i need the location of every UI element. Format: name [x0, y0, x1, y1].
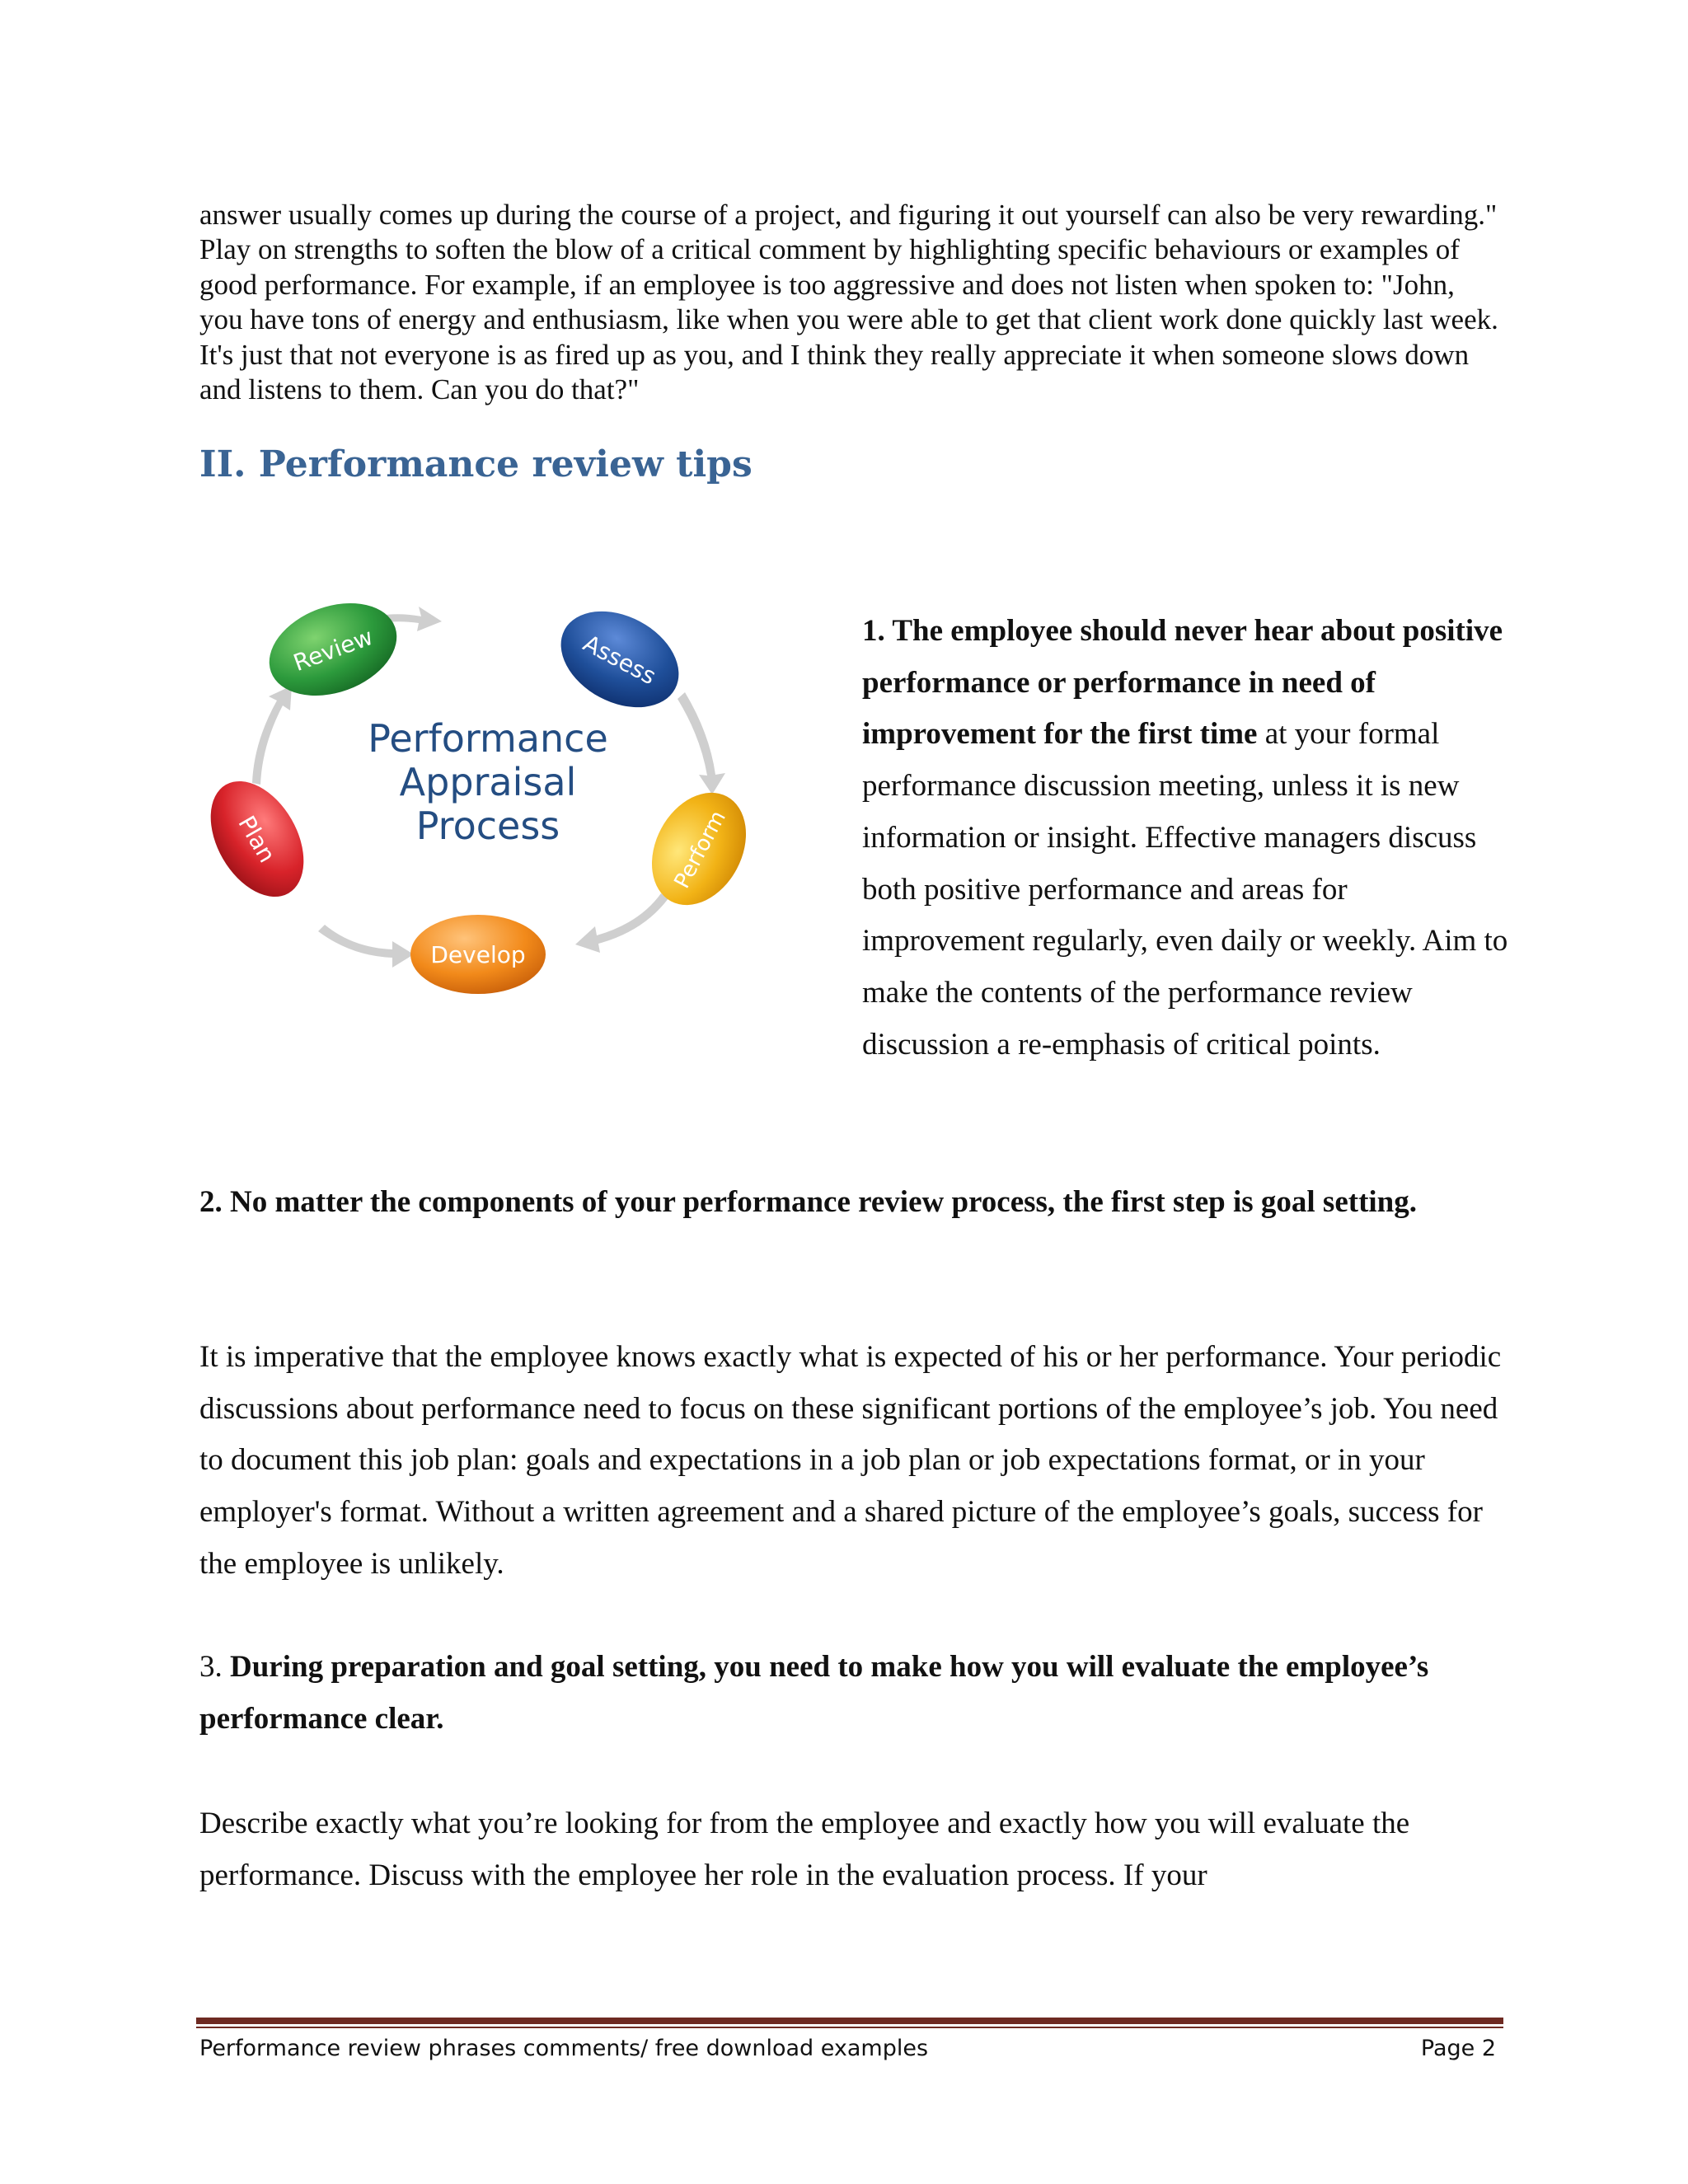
- performance-appraisal-diagram: [195, 577, 788, 1014]
- diagram-step-develop: [410, 915, 546, 994]
- diagram-step-perform: [633, 776, 764, 921]
- diagram-center-line-1: Performance: [368, 716, 608, 761]
- svg-text:Assess: Assess: [579, 629, 661, 691]
- tip-3-body: Describe exactly what you’re looking for from the employee and exactly how you will evaluate the performance. Discuss with the employee her role in the evaluation process. If your: [199, 1807, 1410, 1892]
- tip-3-heading-paragraph: [199, 1642, 1518, 1745]
- footer-page-number: Page 2: [1420, 2036, 1496, 2061]
- tip-1-paragraph: [862, 606, 1513, 1071]
- svg-text:Review: Review: [289, 622, 377, 677]
- svg-text:Develop: Develop: [430, 941, 526, 968]
- tip-3-number: 3.: [199, 1650, 230, 1684]
- diagram-step-plan: [195, 765, 323, 913]
- footer-title: Performance review phrases comments/ free download examples: [199, 2036, 929, 2061]
- diagram-step-assess: [544, 592, 695, 726]
- tip-1-heading: 1. The employee should never hear about positive performance or performance in need of improvement for the first time: [862, 614, 1503, 752]
- svg-text:Perform: Perform: [669, 806, 731, 893]
- tip-3-heading: During preparation and goal setting, you need to make how you will evaluate the employee’s performance clear.: [199, 1650, 1429, 1736]
- tip-2-heading-paragraph: [199, 1177, 1518, 1229]
- section-heading: II. Performance review tips: [199, 443, 753, 485]
- diagram-center-line-3: Process: [415, 804, 560, 848]
- diagram-center-line-2: Appraisal: [399, 760, 577, 804]
- tip-2-heading: 2. No matter the components of your performance review process, the first step is goal setting.: [199, 1185, 1418, 1219]
- footer-rule-thin: [196, 2027, 1503, 2028]
- footer-rule: [196, 2018, 1503, 2024]
- tip-1-body: at your formal performance discussion meeting, unless it is new information or insight. Effective managers discuss both positive performance and areas for improvement regularly, even daily or weekly. Aim to make the contents of the performance review discussion a re-emphasis of critical points.: [862, 717, 1508, 1062]
- svg-text:Plan: Plan: [232, 811, 281, 868]
- intro-paragraph: answer usually comes up during the course of a project, and figuring it out yourself can also be very rewarding." Play on strengths to soften the blow of a critical comment by highlighting specific behaviours or examples of good performance. For example, if an employee is too aggressive and does not listen when spoken to: "John, you have tons of energy and enthusiasm, like when you were able to get that client work done quickly last week. It's just that not everyone is as fired up as you, and I think they really appreciate it when someone slows down and listens to them. Can you do that?": [199, 199, 1498, 406]
- tip-2-body: It is imperative that the employee knows exactly what is expected of his or her performance. Your periodic discussions about performance need to focus on these significant portions of the employee’s job. You need to document this job plan: goals and expectations in a job plan or job expectations format, or in your employer's format. Without a written agreement and a shared picture of the employee’s goals, success for the employee is unlikely.: [199, 1340, 1502, 1581]
